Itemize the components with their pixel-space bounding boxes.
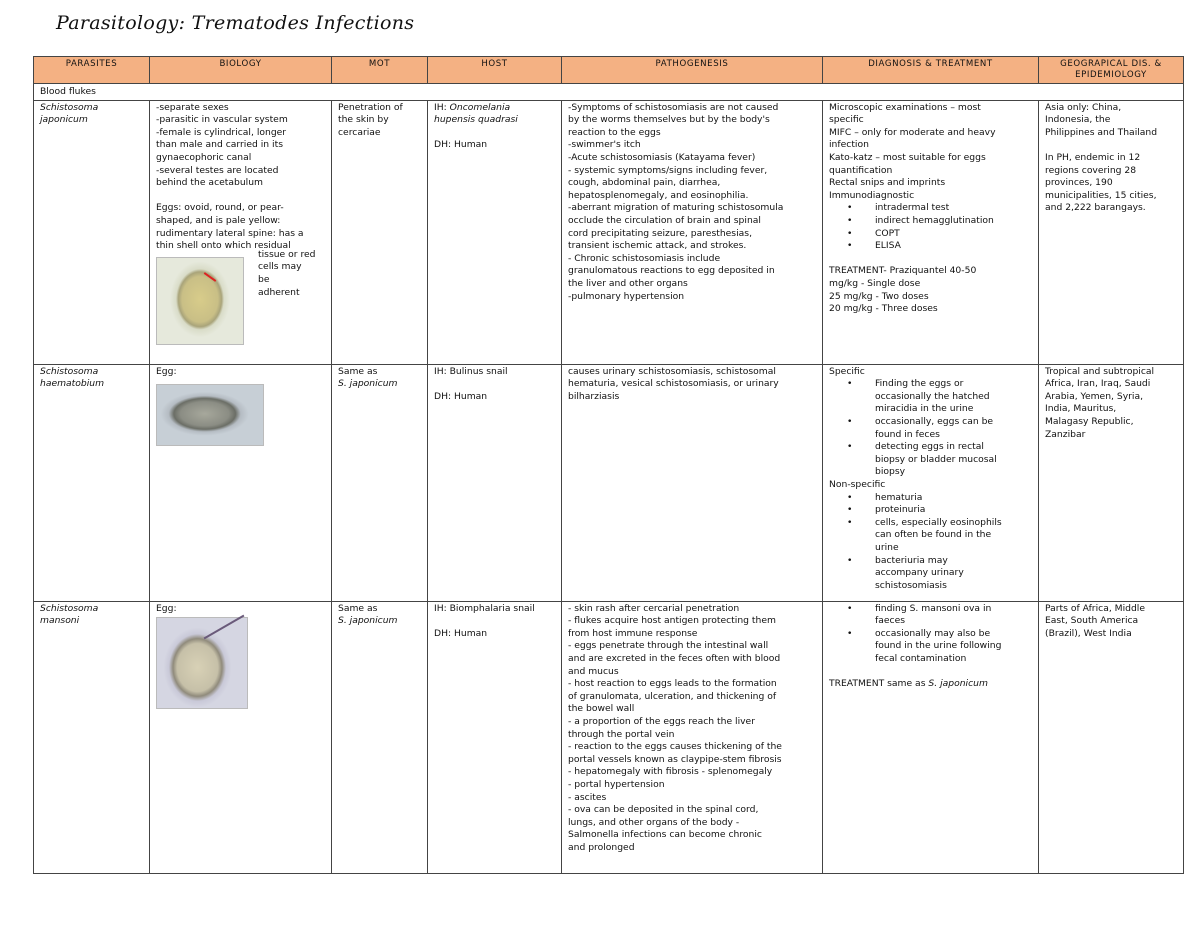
table-row: [34, 601, 1184, 873]
pathogenesis-cell: - skin rash after cercarial penetration - flukes acquire host antigen protecting them from host immune response - eggs penetrate through the intestinal wall and are excreted in the feces often with blood and mucus - host reaction to eggs leads to the formation of granulomata, ulceration, and thickening of the bowel wall - a proportion of the eggs reach the liver through the portal vein - reaction to the eggs causes thickening of the portal vessels known as claypipe-stem fibrosis - hepatomegaly with fibrosis - splenomegaly - portal hypertension - ascites - ova can be deposited in the spinal cord, lungs, and other organs of the body - Salmonella infections can become chronic and prolonged: [562, 601, 823, 873]
list-item: • intradermal test: [875, 202, 1032, 215]
mot-cell: Same as S. japonicum: [332, 364, 428, 601]
diagnosis-cell: • finding S. mansoni ova in faeces • occasionally may also be found in the urine following fecal contamination TREATMENT same as S. japonicum: [823, 601, 1039, 873]
specific-list: [829, 378, 1032, 479]
immunodiagnostic-list: [829, 202, 1032, 252]
header-diagnosis: DIAGNOSIS & TREATMENT: [823, 57, 1039, 84]
list-item: • detecting eggs in rectal biopsy or bladder mucosal biopsy: [875, 441, 1032, 479]
s-haematobium-egg-image: [156, 384, 264, 446]
pathogenesis-cell: causes urinary schistosomiasis, schistosomal hematuria, vesical schistosomiasis, or urinary bilharziasis: [562, 364, 823, 601]
page-title: Parasitology: Trematodes Infections: [56, 12, 415, 34]
host-cell: IH: Bulinus snail DH: Human: [428, 364, 562, 601]
geography-cell: Parts of Africa, Middle East, South America (Brazil), West India: [1039, 601, 1184, 873]
biology-cell: -separate sexes -parasitic in vascular system -female is cylindrical, longer than male and carried in its gynaecophoric canal -several testes are located behind the acetabulum Eggs: ovoid, round, or pear- shaped, and is pale yellow: rudimentary lateral spine: has a thin shell onto which residual tissue or red cells may be adherent: [150, 100, 332, 364]
table-row: [34, 100, 1184, 364]
group-label: Blood flukes: [34, 84, 1184, 101]
nonspecific-list: [829, 492, 1032, 593]
host-cell: IH: Oncomelania hupensis quadrasi DH: Human: [428, 100, 562, 364]
list-item: • indirect hemagglutination: [875, 215, 1032, 228]
list-item: • COPT: [875, 228, 1032, 241]
list-item: • occasionally, eggs can be found in feces: [875, 416, 1032, 441]
parasite-name: Schistosoma mansoni: [34, 601, 150, 873]
header-host: HOST: [428, 57, 562, 84]
s-japonicum-egg-image: [156, 257, 244, 345]
parasite-name: Schistosoma haematobium: [34, 364, 150, 601]
diagnosis-cell: Microscopic examinations – most specific MIFC – only for moderate and heavy infection Kato-katz – most suitable for eggs quantification Rectal snips and imprints Immunodiagnostic • intradermal test • indirect hemagglutination • COPT • ELISA TREATMENT- Praziquantel 40-50 mg/kg - Single dose 25 mg/kg - Two doses 20 mg/kg - Three doses: [823, 100, 1039, 364]
list-item: • bacteriuria may accompany urinary schistosomiasis: [875, 555, 1032, 593]
list-item: • cells, especially eosinophils can often be found in the urine: [875, 517, 1032, 555]
list-item: • Finding the eggs or occasionally the hatched miracidia in the urine: [875, 378, 1032, 416]
biology-cell: Egg:: [150, 601, 332, 873]
s-mansoni-egg-image: [156, 617, 248, 709]
host-cell: IH: Biomphalaria snail DH: Human: [428, 601, 562, 873]
list-item: • proteinuria: [875, 504, 1032, 517]
table-row: [34, 364, 1184, 601]
mot-cell: Same as S. japonicum: [332, 601, 428, 873]
group-row: [34, 84, 1184, 101]
list-item: • occasionally may also be found in the urine following fecal contamination: [875, 628, 1032, 666]
header-geography: GEOGRAPICAL DIS. & EPIDEMIOLOGY: [1039, 57, 1184, 84]
geography-cell: Asia only: China, Indonesia, the Philippines and Thailand In PH, endemic in 12 regions covering 28 provinces, 190 municipalities, 15 cities, and 2,222 barangays.: [1039, 100, 1184, 364]
diagnosis-list: [829, 603, 1032, 666]
geography-cell: Tropical and subtropical Africa, Iran, Iraq, Saudi Arabia, Yemen, Syria, India, Mauritus, Malagasy Republic, Zanzibar: [1039, 364, 1184, 601]
trematodes-table: [33, 56, 1184, 874]
list-item: • finding S. mansoni ova in faeces: [875, 603, 1032, 628]
list-item: • ELISA: [875, 240, 1032, 253]
header-pathogenesis: PATHOGENESIS: [562, 57, 823, 84]
pathogenesis-cell: -Symptoms of schistosomiasis are not caused by the worms themselves but by the body's reaction to the eggs -swimmer's itch -Acute schistosomiasis (Katayama fever) - systemic symptoms/signs including fever, cough, abdominal pain, diarrhea, hepatosplenomegaly, and eosinophilia. -aberrant migration of maturing schistosomula occlude the circulation of brain and spinal cord precipitating seizure, paresthesias, transient ischemic attack, and strokes. - Chronic schistosomiasis include granulomatous reactions to egg deposited in the liver and other organs -pulmonary hypertension: [562, 100, 823, 364]
biology-cell: Egg:: [150, 364, 332, 601]
header-parasites: PARASITES: [34, 57, 150, 84]
diagnosis-cell: Specific • Finding the eggs or occasionally the hatched miracidia in the urine • occasionally, eggs can be found in feces • detecting eggs in rectal biopsy or bladder mucosal biopsy Non-specific • hematuria • proteinuria • cells, especially eosinophils can often be found in the urine • bacteriuria may accompany urinary schistosomiasis: [823, 364, 1039, 601]
mot-cell: Penetration of the skin by cercariae: [332, 100, 428, 364]
list-item: • hematuria: [875, 492, 1032, 505]
header-biology: BIOLOGY: [150, 57, 332, 84]
parasite-name: Schistosoma japonicum: [34, 100, 150, 364]
header-row: [34, 57, 1184, 84]
header-mot: MOT: [332, 57, 428, 84]
